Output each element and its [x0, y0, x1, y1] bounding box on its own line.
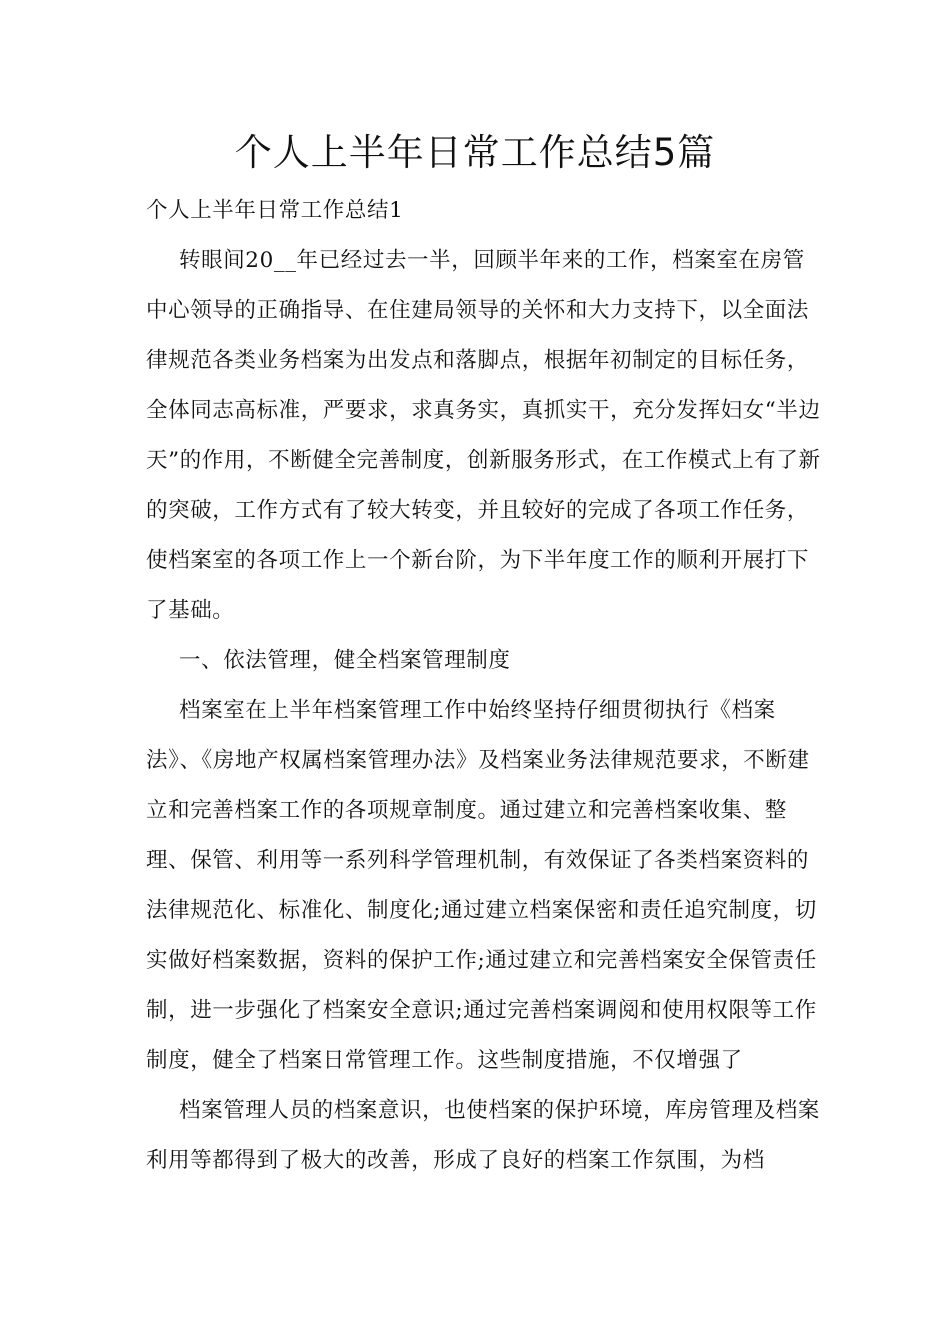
- paragraph-body-2: 档案管理人员的档案意识，也使档案的保护环境，库房管理及档案利用等都得到了极大的改善，形成了良好的档案工作氛围，为档: [146, 1098, 820, 1173]
- paragraph-heading-1: 一、依法管理，健全档案管理制度: [179, 648, 511, 673]
- document-title: 个人上半年日常工作总结5篇: [234, 131, 716, 174]
- section-heading: 个人上半年日常工作总结1: [146, 198, 404, 223]
- paragraph-intro: 转眼间20__年已经过去一半，回顾半年来的工作，档案室在房管中心领导的正确指导、在住建局领导的关怀和大力支持下，以全面法律规范各类业务档案为出发点和落脚点，根据年初制定的目标任务，全体同志高标准，严要求，求真务实，真抓实干，充分发挥妇女“半边天”的作用，不断健全完善制度，创新服务形式，在工作模式上有了新的突破，工作方式有了较大转变，并且较好的完成了各项工作任务，使档案室的各项工作上一个新台阶，为下半年度工作的顺利开展打下了基础。: [146, 248, 821, 623]
- document-body: [146, 186, 822, 1186]
- paragraph-body-1: 档案室在上半年档案管理工作中始终坚持仔细贯彻执行《档案法》、《房地产权属档案管理办法》及档案业务法律规范要求，不断建立和完善档案工作的各项规章制度。通过建立和完善档案收集、整理、保管、利用等一系列科学管理机制，有效保证了各类档案资料的法律规范化、标准化、制度化;通过建立档案保密和责任追究制度，切实做好档案数据，资料的保护工作;通过建立和完善档案安全保管责任制，进一步强化了档案安全意识;通过完善档案调阅和使用权限等工作制度，健全了档案日常管理工作。这些制度措施，不仅增强了: [146, 698, 817, 1073]
